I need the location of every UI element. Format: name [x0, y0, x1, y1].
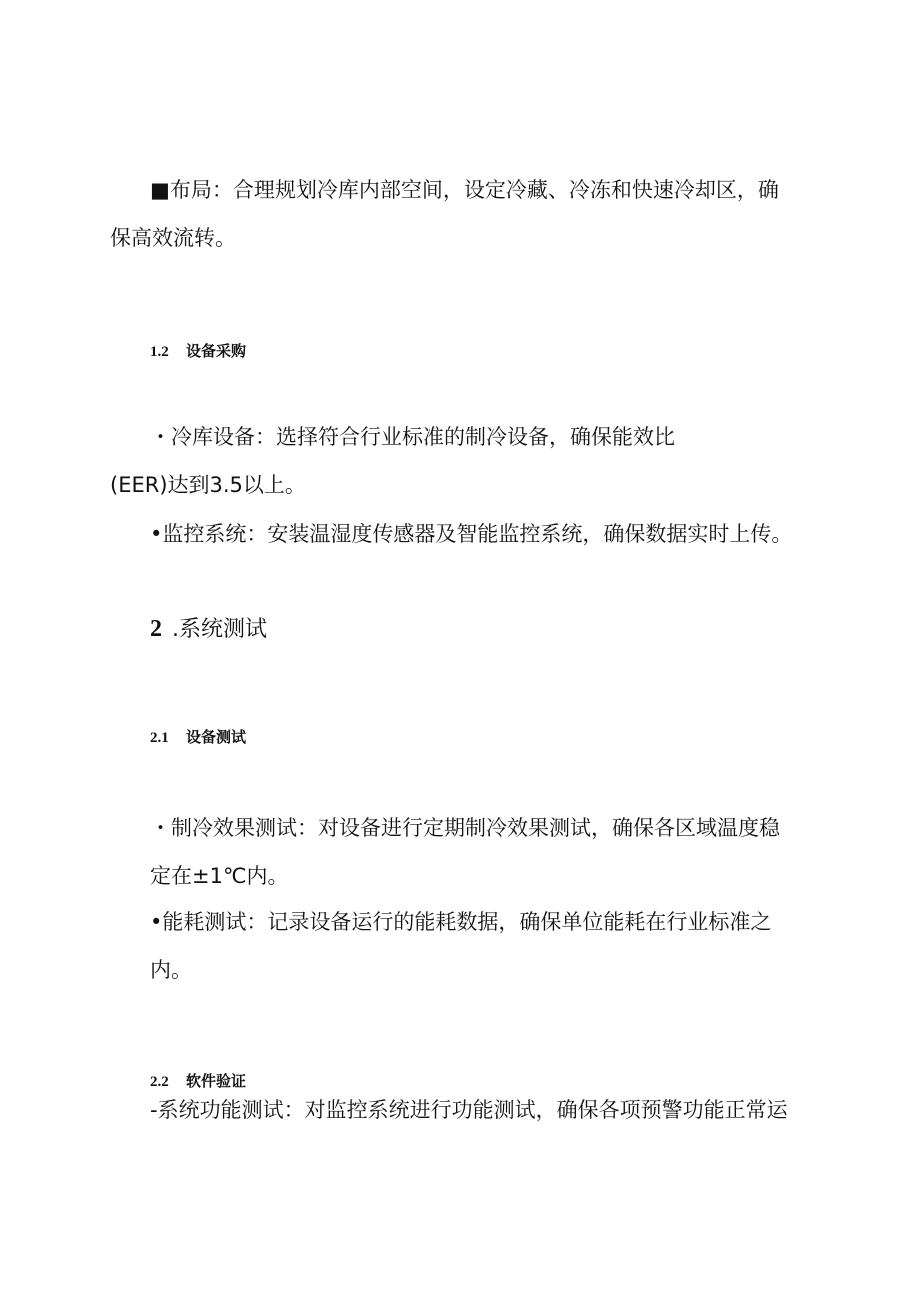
section-title: .系统测试 [172, 617, 267, 642]
equipment-line-1: ・冷库设备：选择符合行业标准的制冷设备，确保能效比 [150, 425, 675, 449]
section-title: 设备测试 [186, 728, 247, 746]
section-number: 2.2 [150, 1074, 169, 1090]
cooling-line-2: 定在±1℃内。 [150, 864, 289, 888]
section-title: 设备采购 [186, 342, 247, 360]
monitor-item [150, 510, 810, 558]
system-function-test-item [150, 1086, 810, 1134]
section-number: 2 [150, 616, 162, 642]
layout-line-1: 布局：合理规划冷库内部空间，设定冷藏、冷冻和快速冷却区，确 [169, 178, 779, 202]
layout-paragraph [110, 166, 810, 262]
section-number: 2.1 [150, 730, 169, 746]
section-heading-2-1 [150, 726, 246, 747]
equipment-item [110, 413, 810, 509]
cooling-line-1: ・制冷效果测试：对设备进行定期制冷效果测试，确保各区域温度稳 [150, 816, 780, 840]
energy-line-2: 内。 [150, 958, 192, 982]
energy-test-item [150, 898, 810, 994]
square-bullet-icon: ■ [150, 178, 170, 202]
monitor-line-1: •监控系统：安装温湿度传感器及智能监控系统，确保数据实时上传。 [150, 522, 793, 546]
section-number: 1.2 [150, 344, 169, 360]
section-heading-2 [150, 612, 267, 643]
section-title: 软件验证 [186, 1072, 247, 1090]
cooling-test-item [150, 804, 810, 900]
energy-line-1: •能耗测试：记录设备运行的能耗数据，确保单位能耗在行业标准之 [150, 910, 772, 934]
system-function-line-1: -系统功能测试：对监控系统进行功能测试，确保各项预警功能正常运 [150, 1098, 788, 1122]
layout-line-2: 保高效流转。 [110, 226, 236, 250]
equipment-line-2: (EER)达到3.5以上。 [110, 473, 306, 497]
section-heading-1-2 [150, 340, 246, 361]
